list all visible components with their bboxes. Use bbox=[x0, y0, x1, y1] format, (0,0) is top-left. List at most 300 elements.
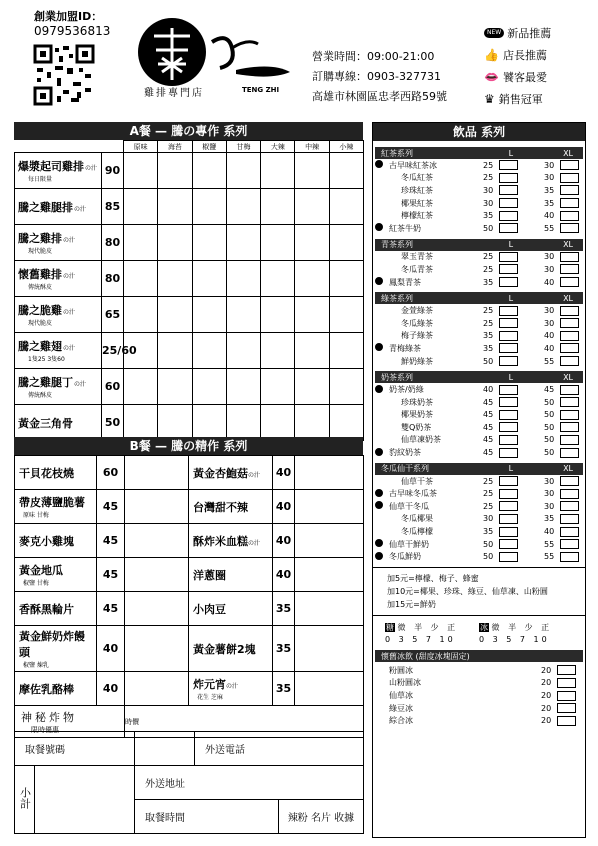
drink-name: 山粉圓冰 bbox=[389, 678, 421, 688]
qty-box-l[interactable] bbox=[499, 476, 518, 486]
price-l: 25 bbox=[483, 252, 494, 262]
drink-row bbox=[375, 513, 583, 526]
quantity-cell[interactable] bbox=[192, 189, 226, 225]
drink-row bbox=[375, 396, 583, 409]
quantity-cell[interactable] bbox=[125, 672, 189, 706]
section-name: 冬瓜仙干系列 bbox=[381, 464, 429, 474]
retro-drink-row bbox=[375, 677, 583, 690]
qty-box-l[interactable] bbox=[499, 277, 518, 287]
mystery-time-label: 時價 bbox=[125, 717, 139, 726]
qty-box-l[interactable] bbox=[499, 422, 518, 432]
price-xl: 35 bbox=[544, 185, 555, 195]
drink-row bbox=[375, 330, 583, 343]
qty-box-l[interactable] bbox=[499, 343, 518, 353]
quantity-cell[interactable] bbox=[295, 558, 364, 592]
item-tag: の汁 bbox=[74, 205, 87, 213]
qty-box-l[interactable] bbox=[499, 318, 518, 328]
item-subtitle: 花生 芝麻 bbox=[197, 694, 223, 701]
qty-box-l[interactable] bbox=[499, 211, 518, 221]
quantity-cell[interactable] bbox=[226, 153, 260, 189]
quantity-cell[interactable] bbox=[226, 405, 260, 441]
qty-box-xl[interactable] bbox=[560, 514, 579, 524]
item-price: 40 bbox=[275, 568, 292, 581]
drink-name: 冬瓜紅茶 bbox=[401, 173, 433, 183]
qty-box[interactable] bbox=[557, 665, 576, 675]
item-price: 45 bbox=[102, 568, 119, 581]
drink-name: 檸檬紅茶 bbox=[401, 211, 433, 221]
item-name: 香酥黑輪片 bbox=[19, 602, 74, 616]
item-name: 黃金三角骨 bbox=[18, 416, 73, 430]
qty-box-l[interactable] bbox=[499, 527, 518, 537]
qty-box-xl[interactable] bbox=[560, 160, 579, 170]
price-l: 35 bbox=[483, 331, 494, 341]
qty-box[interactable] bbox=[557, 691, 576, 701]
price-l: 25 bbox=[483, 264, 494, 274]
qty-box-xl[interactable] bbox=[560, 397, 579, 407]
drink-name: 椰果紅茶 bbox=[401, 198, 433, 208]
quantity-cell[interactable] bbox=[261, 369, 295, 405]
drink-section-header bbox=[375, 292, 583, 304]
quantity-cell[interactable] bbox=[329, 225, 363, 261]
price-xl: 30 bbox=[544, 306, 555, 316]
quantity-cell[interactable] bbox=[295, 369, 329, 405]
quantity-cell[interactable] bbox=[295, 456, 364, 490]
quantity-cell[interactable] bbox=[226, 225, 260, 261]
quantity-cell[interactable] bbox=[158, 261, 192, 297]
price-l: 45 bbox=[483, 448, 494, 458]
qty-box-xl[interactable] bbox=[560, 435, 579, 445]
price-l: 45 bbox=[483, 397, 494, 407]
price-l: 35 bbox=[483, 343, 494, 353]
quantity-cell[interactable] bbox=[124, 405, 158, 441]
qty-box-l[interactable] bbox=[499, 223, 518, 233]
item-price: 60 bbox=[104, 380, 121, 393]
drink-row bbox=[375, 409, 583, 422]
drink-name: 仙草冰 bbox=[389, 691, 413, 701]
price-xl: 55 bbox=[544, 356, 555, 366]
drink-name: 冬瓜青茶 bbox=[401, 264, 433, 274]
svg-text:TENG ZHI: TENG ZHI bbox=[242, 86, 280, 94]
quantity-cell[interactable] bbox=[261, 189, 295, 225]
qty-box-l[interactable] bbox=[499, 198, 518, 208]
subtotal-field[interactable] bbox=[35, 766, 135, 834]
thumbs-up-icon: 👍 bbox=[484, 48, 499, 62]
sugar-levels: 微 半 少 正 bbox=[397, 623, 459, 633]
qty-box-xl[interactable] bbox=[560, 539, 579, 549]
price-l: 40 bbox=[483, 385, 494, 395]
qty-box-l[interactable] bbox=[499, 435, 518, 445]
qty-box-xl[interactable] bbox=[560, 489, 579, 499]
qty-box-l[interactable] bbox=[499, 501, 518, 511]
quantity-cell[interactable] bbox=[226, 189, 260, 225]
drink-row bbox=[375, 550, 583, 563]
pickup-number-label: 取餐號碼 bbox=[25, 745, 65, 756]
lips-icon: 👄 bbox=[484, 70, 499, 84]
quantity-cell[interactable] bbox=[124, 189, 158, 225]
qty-box-l[interactable] bbox=[499, 264, 518, 274]
a-set-panel bbox=[14, 122, 363, 441]
b-set-row bbox=[15, 490, 364, 524]
qty-box-xl[interactable] bbox=[560, 552, 579, 562]
price-xl: 30 bbox=[544, 318, 555, 328]
qty-box-xl[interactable] bbox=[560, 173, 579, 183]
price-xl: 40 bbox=[544, 211, 555, 221]
quantity-cell[interactable] bbox=[124, 261, 158, 297]
drink-name: 紅茶牛奶 bbox=[389, 223, 421, 233]
qty-box-xl[interactable] bbox=[560, 306, 579, 316]
qty-box-l[interactable] bbox=[499, 160, 518, 170]
price-xl: 30 bbox=[544, 501, 555, 511]
item-price: 35 bbox=[275, 642, 292, 655]
quantity-cell[interactable] bbox=[295, 261, 329, 297]
a-set-row bbox=[15, 333, 364, 369]
item-name: 黃金鮮奶炸饅頭 bbox=[19, 630, 85, 659]
price-xl: 45 bbox=[544, 385, 555, 395]
quantity-cell[interactable] bbox=[125, 524, 189, 558]
order-hotline[interactable]: 訂購專線：0903-327731 bbox=[312, 70, 441, 83]
drink-name: 冬瓜椰果 bbox=[401, 514, 433, 524]
a-set-row bbox=[15, 297, 364, 333]
price-l: 50 bbox=[483, 539, 494, 549]
drink-section-header bbox=[375, 463, 583, 475]
quantity-cell[interactable] bbox=[192, 225, 226, 261]
quantity-cell[interactable] bbox=[125, 456, 189, 490]
item-name: 騰之雞腿丁 bbox=[18, 376, 73, 389]
quantity-cell[interactable] bbox=[124, 153, 158, 189]
retro-drink-row bbox=[375, 714, 583, 727]
qty-box-l[interactable] bbox=[499, 410, 518, 420]
quantity-cell[interactable] bbox=[124, 225, 158, 261]
drink-row bbox=[375, 263, 583, 276]
flavor-header: 椒鹽 bbox=[192, 141, 226, 153]
price-xl: 20 bbox=[541, 678, 552, 688]
quantity-cell[interactable] bbox=[226, 261, 260, 297]
qty-box-xl[interactable] bbox=[560, 343, 579, 353]
qty-box-xl[interactable] bbox=[560, 198, 579, 208]
quantity-cell[interactable] bbox=[158, 297, 192, 333]
price-l: 35 bbox=[483, 527, 494, 537]
qty-box-l[interactable] bbox=[499, 489, 518, 499]
quantity-cell[interactable] bbox=[158, 225, 192, 261]
quantity-cell[interactable] bbox=[329, 369, 363, 405]
quantity-cell[interactable] bbox=[295, 672, 364, 706]
item-price: 45 bbox=[102, 534, 119, 547]
addon-list bbox=[373, 567, 585, 615]
item-name: 騰之雞腿排 bbox=[18, 200, 73, 214]
size-xl-label: XL bbox=[563, 372, 573, 382]
quantity-cell[interactable] bbox=[158, 189, 192, 225]
new-badge-icon: NEW bbox=[484, 28, 504, 38]
a-set-row bbox=[15, 153, 364, 189]
quantity-cell[interactable] bbox=[261, 297, 295, 333]
drink-row bbox=[375, 500, 583, 513]
qty-box-xl[interactable] bbox=[560, 318, 579, 328]
quantity-cell[interactable] bbox=[158, 369, 192, 405]
quantity-cell[interactable] bbox=[226, 369, 260, 405]
drink-row bbox=[375, 525, 583, 538]
quantity-cell[interactable] bbox=[158, 405, 192, 441]
flavor-header: 甘梅 bbox=[226, 141, 260, 153]
drink-name: 椰果奶茶 bbox=[401, 410, 433, 420]
quantity-cell[interactable] bbox=[125, 558, 189, 592]
b-set-row bbox=[15, 592, 364, 626]
quantity-cell[interactable] bbox=[295, 405, 329, 441]
drink-row bbox=[375, 317, 583, 330]
quantity-cell[interactable] bbox=[329, 297, 363, 333]
drink-name: 青梅綠茶 bbox=[389, 343, 421, 353]
drink-row bbox=[375, 159, 583, 172]
quantity-cell[interactable] bbox=[192, 153, 226, 189]
sugar-level[interactable] bbox=[385, 622, 479, 644]
item-price: 35 bbox=[275, 602, 292, 615]
thumbs-up-icon bbox=[375, 552, 383, 560]
ice-level[interactable] bbox=[479, 622, 573, 644]
drink-name: 雙Q奶茶 bbox=[401, 422, 432, 432]
price-xl: 50 bbox=[544, 410, 555, 420]
quantity-cell[interactable] bbox=[192, 333, 226, 369]
quantity-cell[interactable] bbox=[226, 297, 260, 333]
pickup-number-field[interactable] bbox=[135, 732, 195, 766]
item-name: 麥克小雞塊 bbox=[19, 534, 74, 548]
retro-note: (甜度冰塊固定) bbox=[415, 651, 470, 661]
delivery-address-label: 外送地址 bbox=[145, 779, 185, 790]
qty-box-l[interactable] bbox=[499, 397, 518, 407]
brand-subtitle: 雞排專門店 bbox=[144, 88, 204, 99]
thumbs-up-icon bbox=[375, 489, 383, 497]
item-subtitle: 現代脆皮 bbox=[28, 248, 53, 255]
item-name: 摩佐乳酪棒 bbox=[19, 682, 74, 696]
quantity-cell[interactable] bbox=[158, 333, 192, 369]
retro-title: 懷舊冰飲 bbox=[381, 651, 413, 661]
qty-box-xl[interactable] bbox=[560, 331, 579, 341]
business-hours: 營業時間：09:00-21:00 bbox=[312, 50, 435, 63]
quantity-cell[interactable] bbox=[295, 153, 329, 189]
size-xl-label: XL bbox=[563, 148, 573, 158]
quantity-cell[interactable] bbox=[124, 369, 158, 405]
drink-row bbox=[375, 446, 583, 459]
qty-box-xl[interactable] bbox=[560, 527, 579, 537]
quantity-cell[interactable] bbox=[295, 592, 364, 626]
price-l: 25 bbox=[483, 489, 494, 499]
item-tag: の汁 bbox=[74, 381, 87, 388]
a-set-row bbox=[15, 225, 364, 261]
drink-section-header bbox=[375, 371, 583, 383]
quantity-cell[interactable] bbox=[226, 333, 260, 369]
quantity-cell[interactable] bbox=[295, 626, 364, 672]
item-price: 80 bbox=[104, 272, 121, 285]
qty-box-l[interactable] bbox=[499, 385, 518, 395]
drink-name: 奶茶/奶綠 bbox=[389, 385, 424, 395]
drink-row bbox=[375, 184, 583, 197]
quantity-cell[interactable] bbox=[125, 490, 189, 524]
quantity-cell[interactable] bbox=[295, 297, 329, 333]
qty-box-l[interactable] bbox=[499, 539, 518, 549]
qty-box-l[interactable] bbox=[499, 306, 518, 316]
pickup-time-label: 取餐時間 bbox=[145, 813, 185, 824]
drink-section-header bbox=[375, 239, 583, 251]
quantity-cell[interactable] bbox=[329, 153, 363, 189]
qty-box-xl[interactable] bbox=[560, 211, 579, 221]
a-set-row bbox=[15, 369, 364, 405]
qty-box-xl[interactable] bbox=[560, 385, 579, 395]
item-subtitle: 椒鹽 甘梅 bbox=[23, 580, 49, 587]
quantity-cell[interactable] bbox=[192, 261, 226, 297]
drink-name: 鳳梨青茶 bbox=[389, 277, 421, 287]
qr-code-icon[interactable] bbox=[33, 44, 95, 106]
quantity-cell[interactable] bbox=[329, 333, 363, 369]
quantity-cell[interactable] bbox=[125, 592, 189, 626]
price-l: 30 bbox=[483, 198, 494, 208]
quantity-cell[interactable] bbox=[329, 261, 363, 297]
qty-box-xl[interactable] bbox=[560, 252, 579, 262]
qty-box-l[interactable] bbox=[499, 173, 518, 183]
quantity-cell[interactable] bbox=[192, 297, 226, 333]
drink-name: 翠玉青茶 bbox=[401, 252, 433, 262]
subtotal-label: 小計 bbox=[18, 787, 32, 809]
qty-box-xl[interactable] bbox=[560, 185, 579, 195]
quantity-cell[interactable] bbox=[329, 405, 363, 441]
qty-box-l[interactable] bbox=[499, 552, 518, 562]
price-l: 25 bbox=[483, 476, 494, 486]
size-l-label: L bbox=[508, 293, 514, 303]
quantity-cell[interactable] bbox=[261, 333, 295, 369]
qty-box-xl[interactable] bbox=[560, 476, 579, 486]
drink-name: 鮮奶綠茶 bbox=[401, 356, 433, 366]
price-xl: 35 bbox=[544, 514, 555, 524]
ice-label: 冰 bbox=[480, 623, 488, 633]
qty-box-l[interactable] bbox=[499, 448, 518, 458]
price-l: 35 bbox=[483, 277, 494, 287]
quantity-cell[interactable] bbox=[261, 261, 295, 297]
size-l-label: L bbox=[508, 148, 514, 158]
drink-row bbox=[375, 487, 583, 500]
quantity-cell[interactable] bbox=[261, 405, 295, 441]
price-xl: 30 bbox=[544, 264, 555, 274]
item-price: 80 bbox=[104, 236, 121, 249]
thumbs-up-icon bbox=[375, 343, 383, 351]
item-price: 40 bbox=[102, 642, 119, 655]
qty-box-l[interactable] bbox=[499, 252, 518, 262]
qty-box[interactable] bbox=[557, 678, 576, 688]
franchise-id: 0979536813 bbox=[34, 24, 111, 38]
sugar-values: 0 3 5 7 10 bbox=[385, 635, 456, 645]
quantity-cell[interactable] bbox=[192, 369, 226, 405]
item-price: 40 bbox=[102, 682, 119, 695]
quantity-cell[interactable] bbox=[158, 153, 192, 189]
ice-values: 0 3 5 7 10 bbox=[479, 635, 550, 645]
quantity-cell[interactable] bbox=[124, 297, 158, 333]
quantity-cell[interactable] bbox=[295, 225, 329, 261]
item-tag: の汁 bbox=[63, 309, 76, 316]
drink-name: 綠豆冰 bbox=[389, 703, 413, 713]
drink-name: 冬瓜檸檬 bbox=[401, 527, 433, 537]
legend-favorite-label: 饕客最愛 bbox=[502, 71, 547, 84]
quantity-cell[interactable] bbox=[329, 189, 363, 225]
qty-box-l[interactable] bbox=[499, 514, 518, 524]
price-xl: 40 bbox=[544, 343, 555, 353]
quantity-cell[interactable] bbox=[295, 333, 329, 369]
price-xl: 20 bbox=[541, 716, 552, 726]
addon-item: 加10元=椰果、珍珠、綠豆、仙草凍、山粉圓 bbox=[387, 587, 548, 597]
qty-box-xl[interactable] bbox=[560, 356, 579, 366]
drink-name: 古早味紅茶冰 bbox=[389, 160, 437, 170]
price-xl: 40 bbox=[544, 527, 555, 537]
item-name: 黃金地瓜 bbox=[19, 564, 63, 577]
price-l: 30 bbox=[483, 185, 494, 195]
section-name: 綠茶系列 bbox=[381, 293, 413, 303]
store-address: 高雄市林園區忠孝西路59號 bbox=[312, 90, 447, 103]
qty-box-xl[interactable] bbox=[560, 223, 579, 233]
qty-box-l[interactable] bbox=[499, 356, 518, 366]
quantity-cell[interactable] bbox=[125, 626, 189, 672]
price-xl: 50 bbox=[544, 448, 555, 458]
a-set-table bbox=[14, 140, 364, 441]
drink-section-header bbox=[375, 147, 583, 159]
thumbs-up-icon bbox=[375, 160, 383, 168]
item-price: 65 bbox=[104, 308, 121, 321]
item-price: 50 bbox=[104, 416, 121, 429]
quantity-cell[interactable] bbox=[261, 153, 295, 189]
drink-name: 珍珠奶茶 bbox=[401, 397, 433, 407]
b-set-row bbox=[15, 672, 364, 706]
price-xl: 30 bbox=[544, 173, 555, 183]
crown-icon: ♛ bbox=[484, 92, 495, 106]
qty-box-xl[interactable] bbox=[560, 264, 579, 274]
item-name: 干貝花枝燒 bbox=[19, 466, 74, 480]
price-l: 25 bbox=[483, 160, 494, 170]
thumbs-up-icon bbox=[375, 539, 383, 547]
thumbs-up-icon bbox=[375, 223, 383, 231]
quantity-cell[interactable] bbox=[295, 189, 329, 225]
item-tag: の汁 bbox=[248, 539, 261, 547]
ice-levels: 微 半 少 正 bbox=[491, 623, 553, 633]
item-subtitle: 傳統酥皮 bbox=[28, 392, 53, 399]
qty-box-xl[interactable] bbox=[560, 277, 579, 287]
drink-name: 冬瓜鮮奶 bbox=[389, 552, 421, 562]
price-l: 50 bbox=[483, 356, 494, 366]
price-l: 25 bbox=[483, 306, 494, 316]
retro-drink-row bbox=[375, 664, 583, 677]
qty-box[interactable] bbox=[557, 716, 576, 726]
item-name: 騰之雞排 bbox=[18, 232, 62, 245]
qty-box[interactable] bbox=[557, 703, 576, 713]
drink-name: 綜合冰 bbox=[389, 716, 413, 726]
qty-box-l[interactable] bbox=[499, 331, 518, 341]
item-price: 40 bbox=[275, 500, 292, 513]
qty-box-l[interactable] bbox=[499, 185, 518, 195]
quantity-cell[interactable] bbox=[295, 524, 364, 558]
size-l-label: L bbox=[508, 464, 514, 474]
item-name: 洋蔥圈 bbox=[193, 568, 226, 582]
qty-box-xl[interactable] bbox=[560, 422, 579, 432]
drink-name: 豹紋奶茶 bbox=[389, 448, 421, 458]
drink-row bbox=[375, 172, 583, 185]
quantity-cell[interactable] bbox=[295, 490, 364, 524]
quantity-cell[interactable] bbox=[261, 225, 295, 261]
legend-manager-label: 店長推薦 bbox=[502, 49, 547, 62]
item-name: 台灣甜不辣 bbox=[193, 500, 248, 514]
qty-box-xl[interactable] bbox=[560, 501, 579, 511]
retro-ice-header bbox=[375, 650, 583, 662]
price-xl: 20 bbox=[541, 703, 552, 713]
order-info-table bbox=[14, 731, 364, 834]
qty-box-xl[interactable] bbox=[560, 448, 579, 458]
quantity-cell[interactable] bbox=[192, 405, 226, 441]
item-subtitle: 1隻25 3隻60 bbox=[28, 356, 65, 363]
price-xl: 55 bbox=[544, 539, 555, 549]
qty-box-xl[interactable] bbox=[560, 410, 579, 420]
sugar-label: 糖 bbox=[386, 623, 394, 633]
